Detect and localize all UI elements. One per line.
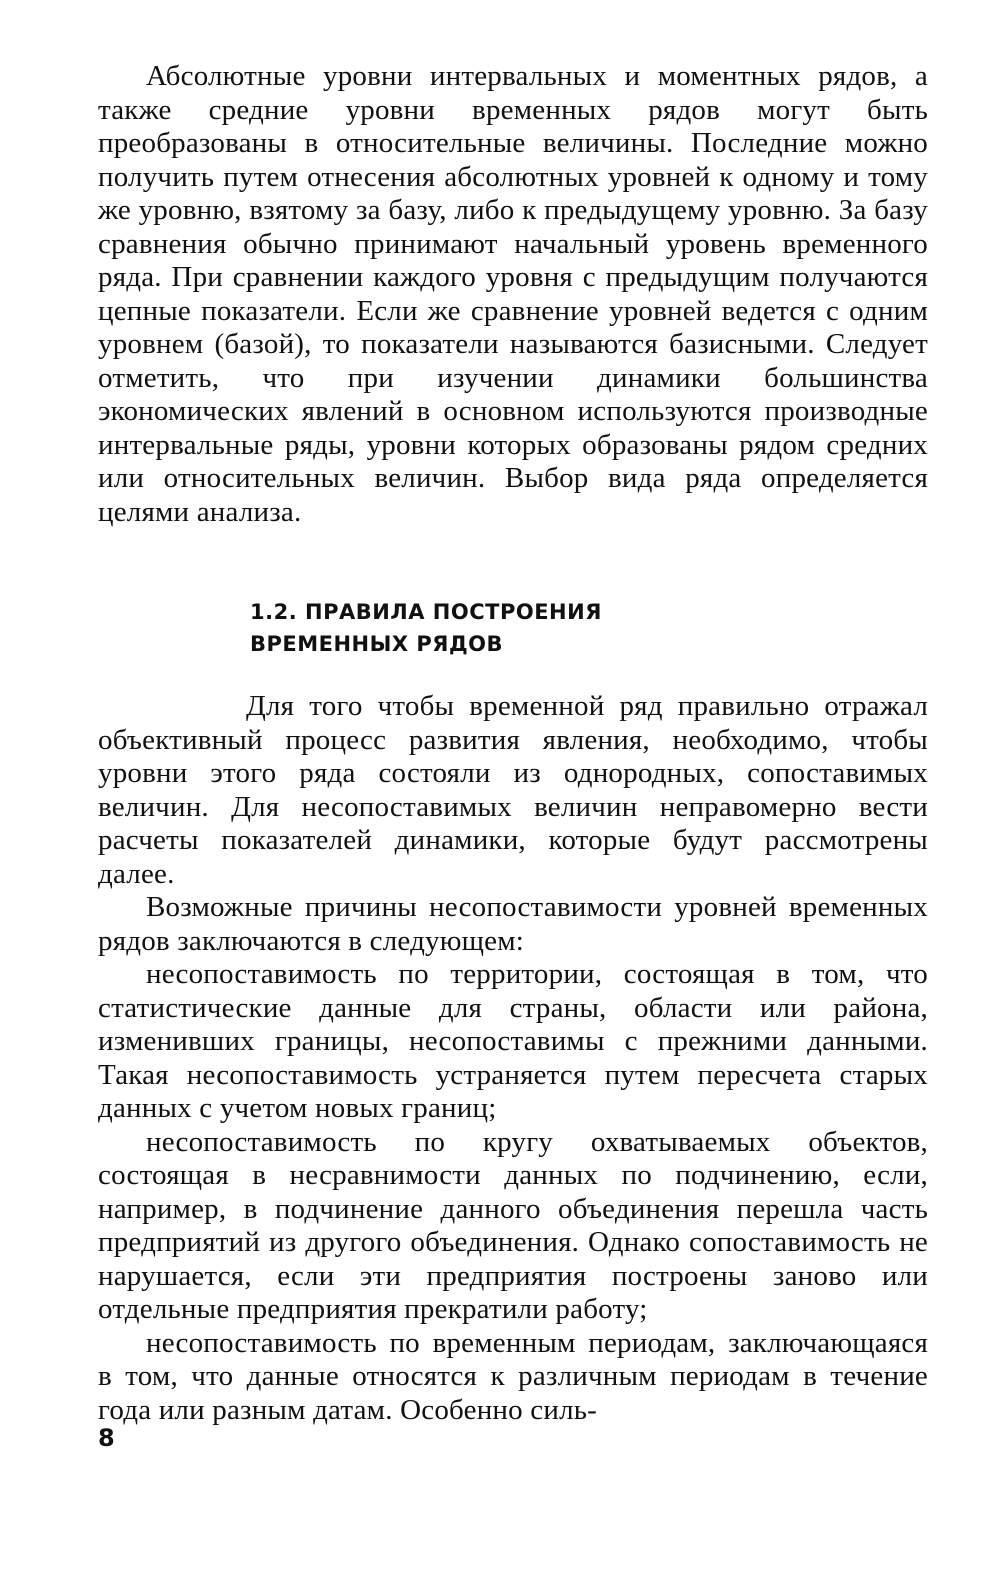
- paragraph-absolute-levels: Абсолютные уровни интервальных и моментных рядов, а также средние уровни временных рядов могут быть преобразованы в относительные величины. Последние можно получить путем отнесения абсолютных уровней к одному и тому же уровню, взятому за базу, либо к предыдущему уровню. За базу сравнения обычно принимают начальный уровень временного ряда. При сравнении каждого уровня с предыдущим получаются цепные показатели. Если же сравнение уровней ведется с одним уровнем (базой), то показатели называются базисными. Следует отметить, что при изучении динамики большинства экономических явлений в основном используются производные интервальные ряды, уровни которых образованы рядом средних или относительных величин. Выбор вида ряда определяется целями анализа.: [98, 60, 928, 528]
- list-item-territory: несопоставимость по территории, состоящая в том, что статистические данные для страны, области или района, изменивших границы, несопоставимы с прежними данными. Такая несопоставимость устраняется путем пересчета старых данных с учетом новых границ;: [98, 958, 928, 1124]
- section-body: [98, 690, 928, 1427]
- paragraph-comparability: Для того чтобы временной ряд правильно отражал объективный процесс развития явления, необходимо, чтобы уровни этого ряда состояли из однородных, сопоставимых величин. Для несопоставимых величин неправомерно вести расчеты показателей динамики, которые будут рассмотрены далее.: [98, 690, 928, 890]
- section-heading-line-1: 1.2. ПРАВИЛА ПОСТРОЕНИЯ: [250, 600, 602, 624]
- section-heading-line-2: ВРЕМЕННЫХ РЯДОВ: [250, 632, 504, 656]
- section-heading: [250, 596, 810, 660]
- list-item-periods: несопоставимость по временным периодам, заключающаяся в том, что данные относятся к различным периодам в течение года или разным датам. Особенно силь-: [98, 1326, 928, 1426]
- paragraph-causes: Возможные причины несопоставимости уровней временных рядов заключаются в следующем:: [98, 891, 928, 957]
- list-item-objects: несопоставимость по кругу охватываемых объектов, состоящая в несравнимости данных по подчинению, если, например, в подчинение данного объединения перешла часть предприятий из другого объединения. Однако сопоставимость не нарушается, если эти предприятия построены заново или отдельные предприятия прекратили работу;: [98, 1125, 928, 1325]
- page-number: 8: [98, 1424, 115, 1452]
- intro-text-block: [98, 60, 928, 529]
